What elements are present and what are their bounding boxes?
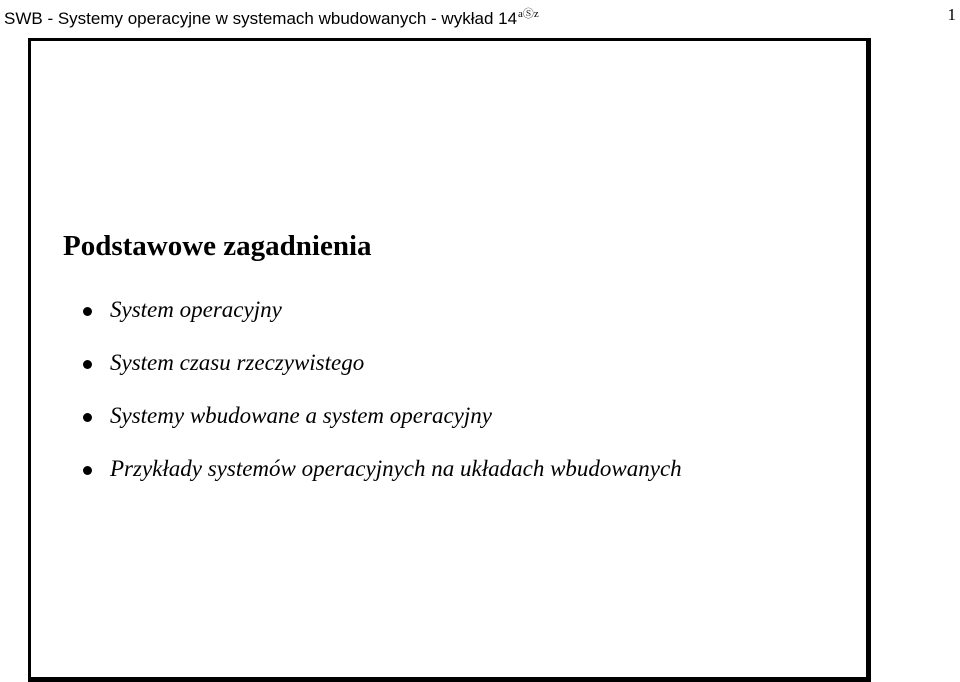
slide-frame [28,38,871,682]
bullet-icon [83,466,92,475]
bullet-icon [83,307,92,316]
bullet-text: System operacyjny [110,297,282,322]
bullet-text: System czasu rzeczywistego [110,350,365,375]
bullet-text: Systemy wbudowane a system operacyjny [110,403,492,428]
slide-heading: Podstawowe zagadnienia [63,230,372,262]
page-number: 1 [947,5,956,24]
header-mark: aⓈz [518,8,539,20]
bullet-text: Przykłady systemów operacyjnych na układach wbudowanych [110,456,682,481]
bullet-icon [83,413,92,422]
document-header [4,2,539,31]
bullet-icon [83,360,92,369]
header-title: SWB - Systemy operacyjne w systemach wbudowanych - wykład 14 [4,9,518,28]
